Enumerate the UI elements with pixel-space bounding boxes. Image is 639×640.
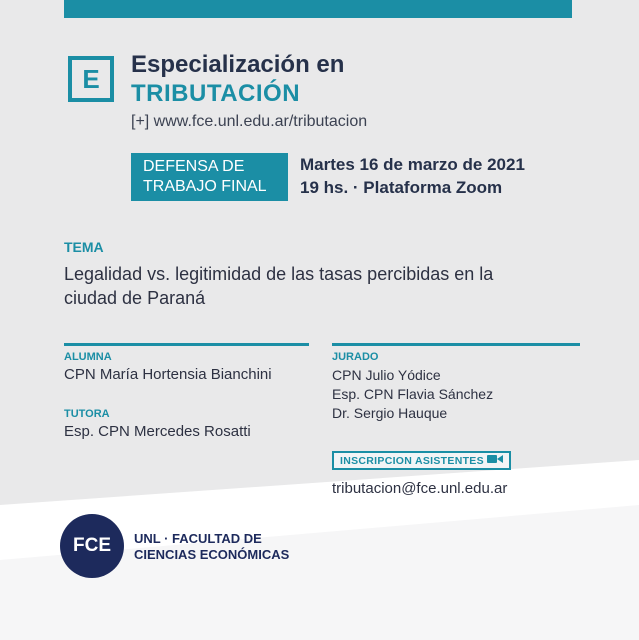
faculty-logo-text: FCE [73,535,111,556]
tutor-name: Esp. CPN Mercedes Rosatti [64,423,251,440]
event-type-line2: TRABAJO FINAL [143,178,267,195]
event-type-badge [131,153,288,201]
student-label: ALUMNA [64,351,112,363]
program-url-link[interactable]: [+] www.fce.unl.edu.ar/tributacion [131,113,368,130]
divider-left [64,343,309,346]
program-title-line2: TRIBUTACIÓN [131,80,301,107]
faculty-name-line1: UNL · FACULTAD DE [134,531,262,546]
jury-label: JURADO [332,351,379,363]
program-title-line1: Especialización en [131,51,345,78]
top-accent-bar [64,0,572,18]
registration-button[interactable] [332,451,511,470]
event-date: Martes 16 de marzo de 2021 [300,155,525,174]
jury-member: Esp. CPN Flavia Sánchez [332,386,494,402]
jury-list [332,366,493,423]
jury-member: Dr. Sergio Hauque [332,405,448,421]
topic-text: Legalidad vs. legitimidad de las tasas percibidas en la ciudad de Paraná [64,264,494,308]
faculty-name-line2: CIENCIAS ECONÓMICAS [134,547,290,562]
logo-letter: E [82,63,100,94]
event-time-place: 19 hs. · Plataforma Zoom [300,178,503,197]
jury-member: CPN Julio Yódice [332,367,441,383]
event-type-line1: DEFENSA DE [143,158,245,175]
video-camera-icon [487,454,503,467]
tutor-label: TUTORA [64,408,110,420]
specialization-logo [68,56,114,102]
divider-right [332,343,580,346]
faculty-logo [60,514,124,578]
student-name: CPN María Hortensia Bianchini [64,366,272,383]
topic-label: TEMA [64,239,104,255]
contact-email[interactable]: tributacion@fce.unl.edu.ar [332,480,508,497]
registration-label: INSCRIPCION ASISTENTES [340,454,484,467]
